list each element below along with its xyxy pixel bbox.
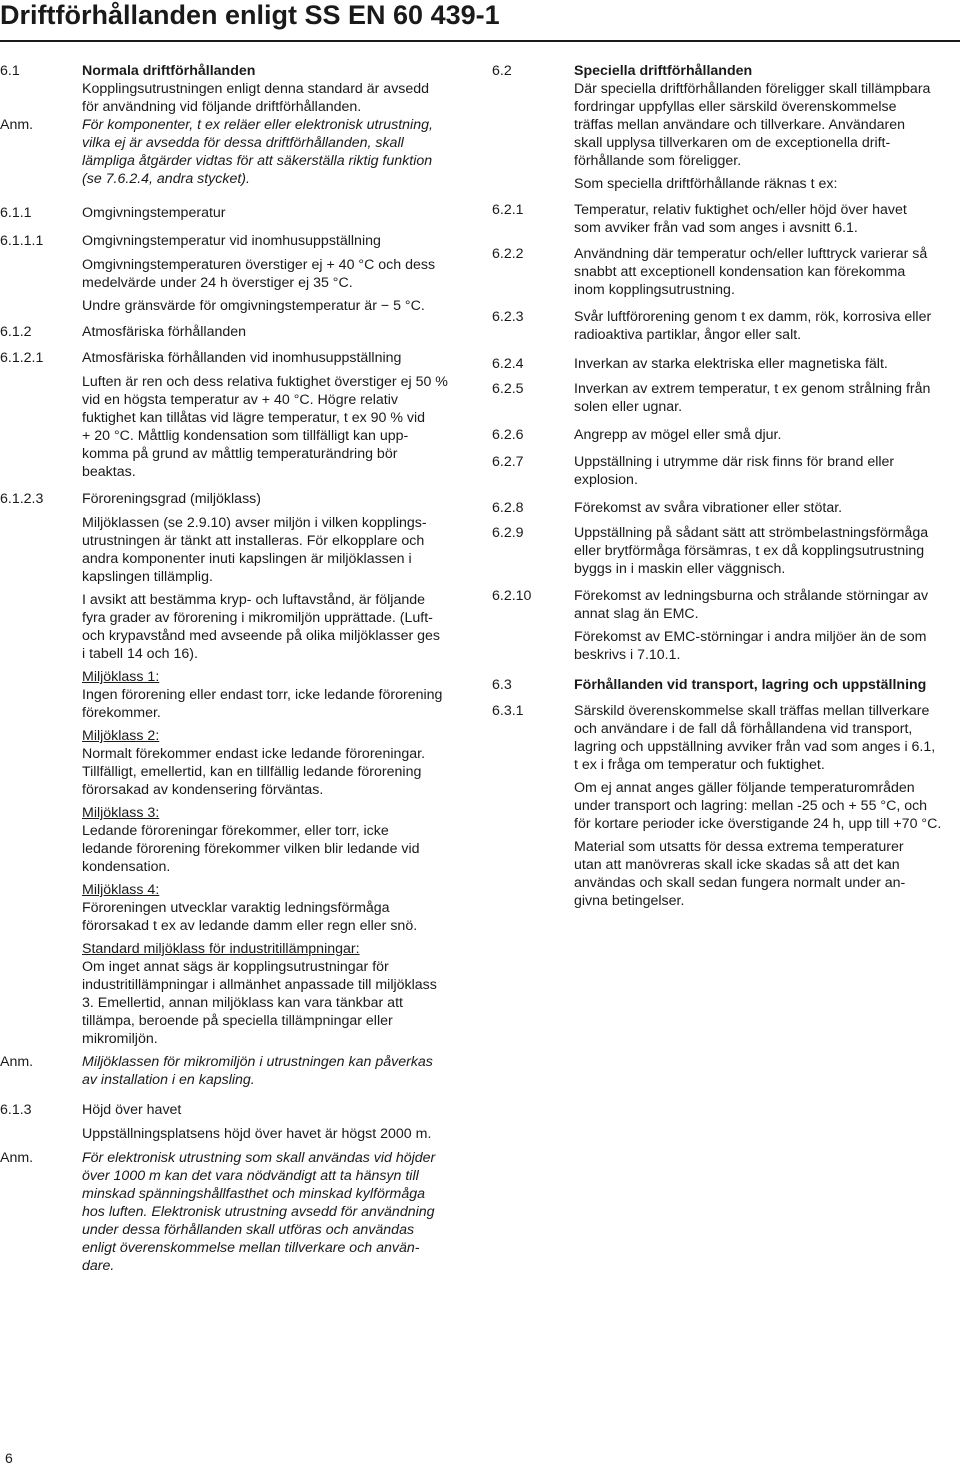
text-line: förorsakad av kondensering förväntas.	[82, 782, 324, 798]
text-line: ledande förorening förekommer vilken blir ledande vid	[82, 841, 420, 857]
text-line: förorsakad t ex av ledande damm eller regn eller snö.	[82, 918, 418, 934]
text-line: explosion.	[574, 472, 638, 488]
section-6-1-2-3	[0, 490, 468, 1048]
text-line: av installation i en kapsling.	[82, 1072, 255, 1088]
note-1	[0, 116, 468, 188]
section-number: 6.2.10	[492, 588, 532, 604]
section-number: 6.1.2.3	[0, 491, 44, 507]
subheading-miljoklass-3: Miljöklass 3:	[82, 805, 160, 821]
text-line: Angrepp av mögel eller små djur.	[574, 427, 782, 443]
section-number: 6.2.6	[492, 427, 524, 443]
section-number: 6.2.9	[492, 525, 524, 541]
text-line: Om ej annat anges gäller följande temperaturområden	[574, 780, 915, 796]
text-line: kondensation.	[82, 859, 171, 875]
section-number: 6.3	[492, 677, 512, 693]
text-line: snabbt att exceptionell kondensation kan förekomma	[574, 264, 906, 280]
text-line: t ex i fråga om temperatur och fuktighet.	[574, 757, 825, 773]
text-line: kapslingen tillämplig.	[82, 569, 213, 585]
text-line: vilka ej är avsedda för dessa driftförhållanden, skall	[82, 135, 404, 151]
text-line: För elektronisk utrustning som skall användas vid höjder	[82, 1150, 436, 1166]
section-heading: Föroreningsgrad (miljöklass)	[82, 491, 261, 507]
section-6-2-10	[492, 587, 960, 664]
section-6-2-5	[492, 380, 960, 416]
section-number: 6.1.1	[0, 205, 32, 221]
text-line: Förekomst av ledningsburna och strålande störningar av	[574, 588, 929, 604]
page-number: 6	[5, 1450, 13, 1466]
text-line: för användning vid följande driftförhållanden.	[82, 99, 362, 115]
text-line: 3. Emellertid, annan miljöklass kan vara tänkbar att	[82, 995, 403, 1011]
section-6-1-2	[0, 323, 468, 341]
right-column	[492, 62, 960, 910]
text-line: fuktighet kan tillåtas vid lägre temperatur, t ex 90 % vid	[82, 410, 426, 426]
text-line: Temperatur, relativ fuktighet och/eller höjd över havet	[574, 202, 907, 218]
text-line: under dessa förhållanden skall utföras och användas	[82, 1222, 415, 1238]
section-number: 6.1.2.1	[0, 350, 44, 366]
text-line: Kopplingsutrustningen enligt denna standard är avsedd	[82, 81, 430, 97]
subheading-miljoklass-2: Miljöklass 2:	[82, 728, 160, 744]
text-line: och användare i de fall då förhållandena vid transport,	[574, 721, 913, 737]
text-line: Luften är ren och dess relativa fuktighet överstiger ej 50 %	[82, 374, 448, 390]
text-line: Som speciella driftförhållande räknas t ex:	[574, 176, 838, 192]
text-line: Material som utsatts för dessa extrema temperaturer	[574, 839, 904, 855]
section-number: 6.3.1	[492, 703, 524, 719]
section-6-3	[492, 676, 960, 694]
section-number: 6.2.7	[492, 454, 524, 470]
text-line: Miljöklassen (se 2.9.10) avser miljön i vilken kopplings-	[82, 515, 427, 531]
section-heading: Atmosfäriska förhållanden	[82, 324, 247, 340]
text-line: förhållande som föreligger.	[574, 153, 742, 169]
text-line: Uppställning på sådant sätt att strömbelastningsförmåga	[574, 525, 929, 541]
text-line: givna betingelser.	[574, 893, 685, 909]
text-line: Användning där temperatur och/eller lufttryck varierar så	[574, 246, 928, 262]
text-line: enligt överenskommelse mellan tillverkare och använ-	[82, 1240, 420, 1256]
text-line: Normalt förekommer endast icke ledande föroreningar.	[82, 746, 426, 762]
text-line: Tillfälligt, emellertid, kan en tillfällig ledande förorening	[82, 764, 422, 780]
section-heading: Speciella driftförhållanden	[574, 63, 753, 79]
text-line: radioaktiva partiklar, ångor eller salt.	[574, 327, 802, 343]
text-line: Undre gränsvärde för omgivningstemperatur är − 5 °C.	[82, 298, 425, 314]
text-line: Föroreningen utvecklar varaktig ledningsförmåga	[82, 900, 390, 916]
section-6-2-4	[492, 355, 960, 373]
section-6-1-2-1	[0, 349, 468, 481]
subheading-miljoklass-4: Miljöklass 4:	[82, 882, 160, 898]
section-heading: Omgivningstemperatur	[82, 205, 226, 221]
section-6-2-7	[492, 453, 960, 489]
section-6-2-9	[492, 524, 960, 578]
section-6-2-2	[492, 245, 960, 299]
section-6-1-1-1	[0, 232, 468, 315]
note-label: Anm.	[0, 117, 34, 133]
section-number: 6.2.8	[492, 500, 524, 516]
text-line: mikromiljön.	[82, 1031, 158, 1047]
text-line: Inverkan av starka elektriska eller magnetiska fält.	[574, 356, 888, 372]
page-title: Driftförhållanden enligt SS EN 60 439-1	[0, 0, 500, 30]
section-number: 6.2.4	[492, 356, 524, 372]
section-6-3-1	[492, 702, 960, 910]
text-line: Inverkan av extrem temperatur, t ex genom strålning från	[574, 381, 931, 397]
text-line: + 20 °C. Måttlig kondensation som tillfälligt kan upp-	[82, 428, 409, 444]
text-line: tillämpa, beroende på speciella tillämpningar eller	[82, 1013, 393, 1029]
section-heading: Omgivningstemperatur vid inomhusuppställning	[82, 233, 381, 249]
text-line: för kortare perioder icke överstigande 24 h, upp till +70 °C.	[574, 816, 942, 832]
text-line: Miljöklassen för mikromiljön i utrustningen kan påverkas	[82, 1054, 433, 1070]
text-line: annat slag än EMC.	[574, 606, 699, 622]
text-line: inom kopplingsutrustning.	[574, 282, 735, 298]
text-line: fordringar uppfyllas eller särskild överenskommelse	[574, 99, 897, 115]
text-line: I avsikt att bestämma kryp- och luftavstånd, är följande	[82, 592, 426, 608]
text-line: över 1000 m kan det vara nödvändigt att ta hänsyn till	[82, 1168, 419, 1184]
section-number: 6.1	[0, 63, 20, 79]
section-6-1	[0, 62, 468, 116]
text-line: medelvärde under 24 h överstiger ej 35 °C.	[82, 275, 353, 291]
text-line: För komponenter, t ex reläer eller elektronisk utrustning,	[82, 117, 433, 133]
text-line: beaktas.	[82, 464, 136, 480]
text-line: Uppställningsplatsens höjd över havet är högst 2000 m.	[82, 1126, 432, 1142]
text-line: i tabell 14 och 16).	[82, 646, 198, 662]
title-rule	[0, 40, 960, 42]
text-line: som avviker från vad som anges i avsnitt 6.1.	[574, 220, 858, 236]
section-number: 6.2.1	[492, 202, 524, 218]
text-line: Där speciella driftförhållanden föreligger skall tillämpbara	[574, 81, 931, 97]
note-2	[0, 1053, 468, 1089]
section-heading: Atmosfäriska förhållanden vid inomhusuppställning	[82, 350, 402, 366]
text-line: Ingen förorening eller endast torr, icke ledande förorening	[82, 687, 443, 703]
text-line: Omgivningstemperaturen överstiger ej + 40 °C och dess	[82, 257, 436, 273]
section-6-2-1	[492, 201, 960, 237]
text-line: träffas mellan användare och tillverkare. Användaren	[574, 117, 905, 133]
text-line: komma på grund av måttlig temperaturändring bör	[82, 446, 398, 462]
section-6-2	[492, 62, 960, 193]
text-line: utan att manövreras skall icke skadas så att det kan	[574, 857, 900, 873]
section-6-2-8	[492, 499, 960, 517]
subheading-standard-miljoklass: Standard miljöklass för industritillämpningar:	[82, 941, 360, 957]
section-6-2-3	[492, 308, 960, 344]
subheading-miljoklass-1: Miljöklass 1:	[82, 669, 160, 685]
text-line: Uppställning i utrymme där risk finns för brand eller	[574, 454, 895, 470]
text-line: beskrivs i 7.10.1.	[574, 647, 681, 663]
text-line: Om inget annat sägs är kopplingsutrustningar för	[82, 959, 389, 975]
section-number: 6.1.1.1	[0, 233, 44, 249]
text-line: hos luften. Elektronisk utrustning avsedd för användning	[82, 1204, 435, 1220]
text-line: förekommer.	[82, 705, 161, 721]
text-line: användas och skall sedan fungera normalt under an-	[574, 875, 906, 891]
text-line: industritillämpningar i allmänhet anpassade till miljöklass	[82, 977, 437, 993]
text-line: under transport och lagring: mellan -25 och + 55 °C, och	[574, 798, 928, 814]
text-line: Svår luftförorening genom t ex damm, rök, korrosiva eller	[574, 309, 932, 325]
text-line: skall upplysa tillverkaren om de exceptionella drift-	[574, 135, 891, 151]
text-line: (se 7.6.2.4, andra stycket).	[82, 171, 250, 187]
text-line: fyra grader av förorening i mikromiljön upprättade. (Luft-	[82, 610, 433, 626]
section-number: 6.2.5	[492, 381, 524, 397]
text-line: eller brytförmåga försämras, t ex då kopplingsutrustning	[574, 543, 925, 559]
text-line: solen eller ugnar.	[574, 399, 683, 415]
section-6-1-1	[0, 204, 468, 222]
text-line: lämpliga åtgärder vidtas för att säkerställa riktig funktion	[82, 153, 433, 169]
section-number: 6.2.3	[492, 309, 524, 325]
text-line: Särskild överenskommelse skall träffas mellan tillverkare	[574, 703, 930, 719]
note-label: Anm.	[0, 1150, 34, 1166]
text-line: Förekomst av EMC-störningar i andra miljöer än de som	[574, 629, 927, 645]
text-line: lagring och uppställning avviker från vad som anges i 6.1,	[574, 739, 936, 755]
text-line: andra komponenter inuti kapslingen är miljöklassen i	[82, 551, 412, 567]
text-line: och krypavstånd med avseende på olika miljöklasser ges	[82, 628, 441, 644]
section-number: 6.2	[492, 63, 512, 79]
left-column	[0, 62, 468, 1275]
text-line: Ledande föroreningar förekommer, eller torr, icke	[82, 823, 389, 839]
text-line: Förekomst av svåra vibrationer eller stötar.	[574, 500, 843, 516]
section-6-2-6	[492, 426, 960, 444]
text-line: byggs in i maskin eller väggnisch.	[574, 561, 786, 577]
section-heading: Normala driftförhållanden	[82, 63, 256, 79]
text-line: dare.	[82, 1258, 115, 1274]
section-number: 6.1.3	[0, 1102, 32, 1118]
note-label: Anm.	[0, 1054, 34, 1070]
section-number: 6.2.2	[492, 246, 524, 262]
text-line: utrustningen är tänkt att installeras. För elkopplare och	[82, 533, 425, 549]
text-line: vid en högsta temperatur av + 40 °C. Högre relativ	[82, 392, 398, 408]
section-heading: Förhållanden vid transport, lagring och uppställning	[574, 677, 927, 693]
section-heading: Höjd över havet	[82, 1102, 182, 1118]
text-line: minskad spänningshållfasthet och minskad kylförmåga	[82, 1186, 426, 1202]
section-6-1-3	[0, 1101, 468, 1143]
section-number: 6.1.2	[0, 324, 32, 340]
note-3	[0, 1149, 468, 1275]
